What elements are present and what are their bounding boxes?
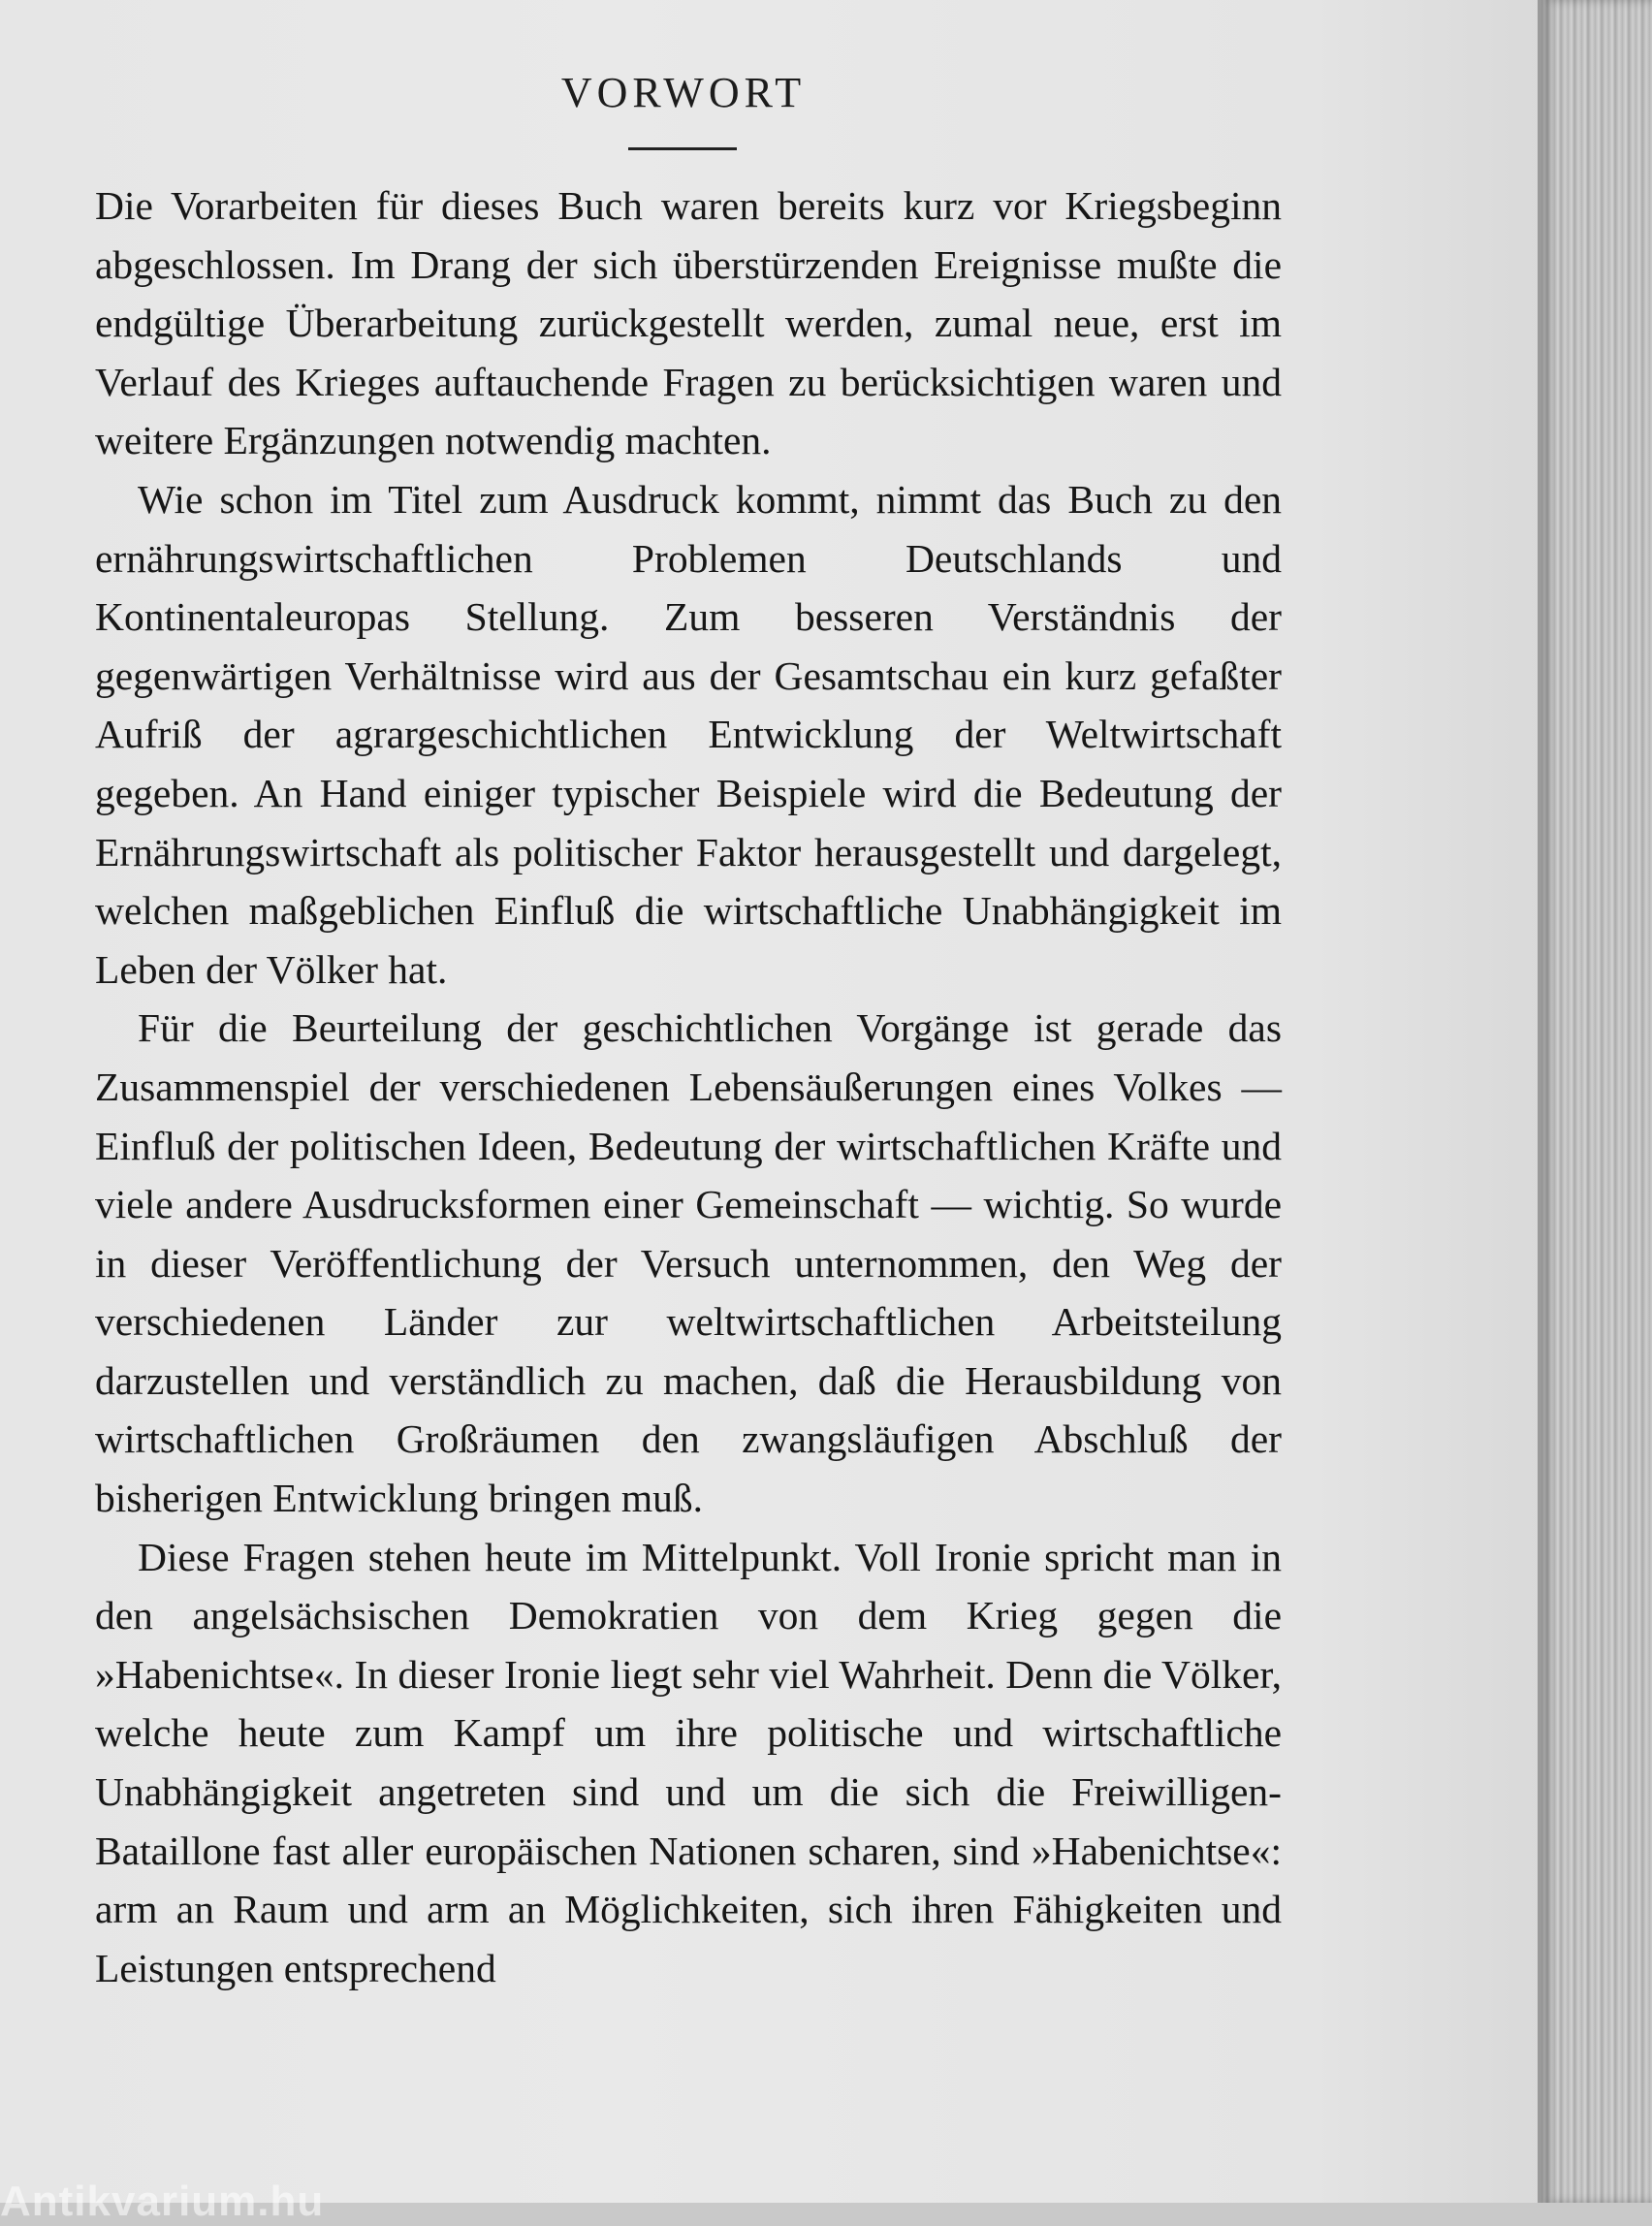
watermark: Antikvarium.hu [0,2178,325,2225]
book-page-edges [1541,0,1652,2203]
body-text [95,176,1282,1997]
paragraph-2: Wie schon im Titel zum Ausdruck kommt, nimmt das Buch zu den ernährungswirtschaftlichen Problemen Deutschlands und Kontinentaleuropas Stellung. Zum besseren Verständnis der gegenwärtigen Verhältnisse wird aus der Gesamtschau ein kurz gefaßter Aufriß der agrargeschichtlichen Entwicklung der Weltwirtschaft gegeben. An Hand einiger typischer Beispiele wird die Bedeutung der Ernährungswirtschaft als politischer Faktor herausgestellt und dargelegt, welchen maßgeblichen Einfluß die wirtschaftliche Unabhängigkeit im Leben der Völker hat. [95,476,1282,992]
page-heading: VORWORT [560,69,807,116]
paragraph-1: Die Vorarbeiten für dieses Buch waren bereits kurz vor Kriegsbeginn abgeschlossen. Im Drang der sich überstürzenden Ereignisse mußte die endgültige Überarbeitung zurückgestellt werden, zumal neue, erst im Verlauf des Krieges auftauchende Fragen zu berücksichtigen waren und weitere Ergänzungen notwendig machten. [95,183,1282,463]
heading-underline [628,147,737,150]
paragraph-3: Für die Beurteilung der geschichtlichen Vorgänge ist gerade das Zusammenspiel der verschiedenen Lebensäußerungen eines Volkes — Einfluß der politischen Ideen, Bedeutung der wirtschaftlichen Kräfte und viele andere Ausdrucksformen einer Gemeinschaft — wichtig. So wurde in dieser Veröffentlichung der Versuch unternommen, den Weg der verschiedenen Länder zur weltwirtschaftlichen Arbeitsteilung darzustellen und verständlich zu machen, daß die Herausbildung von wirtschaftlichen Großräumen den zwangsläufigen Abschluß der bisherigen Entwicklung bringen muß. [95,1005,1282,1521]
paragraph-4: Diese Fragen stehen heute im Mittelpunkt. Voll Ironie spricht man in den angelsächsischen Demokratien von dem Krieg gegen die »Habenichtse«. In dieser Ironie liegt sehr viel Wahrheit. Denn die Völker, welche heute zum Kampf um ihre politische und wirtschaftliche Unabhängigkeit angetreten sind und um die sich die Freiwilligen-Bataillone fast aller europäischen Nationen scharen, sind »Habenichtse«: arm an Raum und arm an Möglichkeiten, sich ihren Fähigkeiten und Leistungen entsprechend [95,1534,1282,1990]
